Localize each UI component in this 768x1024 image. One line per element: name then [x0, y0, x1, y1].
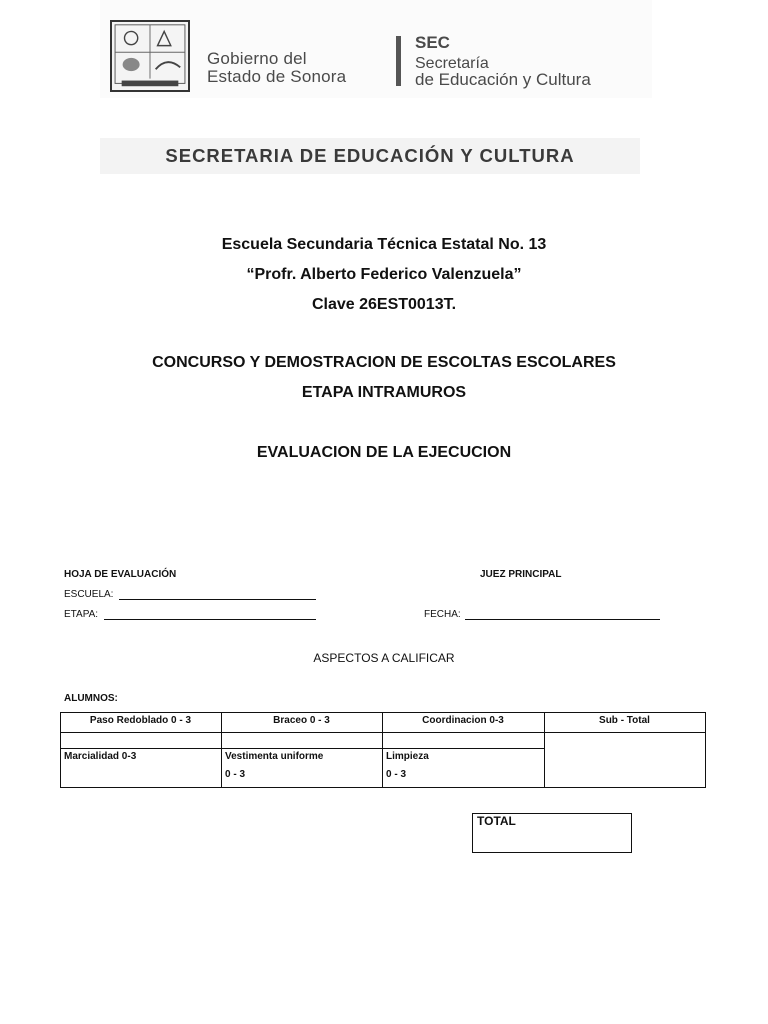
table-border-right	[705, 712, 706, 788]
table-rule	[60, 732, 706, 733]
table-header-cell: Paso Redoblado 0 - 3	[89, 715, 192, 726]
sec-abbreviation: SEC	[415, 33, 450, 52]
evaluation-table	[60, 712, 706, 788]
juez-principal-label: JUEZ PRINCIPAL	[480, 569, 562, 580]
fecha-field[interactable]	[465, 619, 660, 620]
etapa-field[interactable]	[104, 619, 316, 620]
gov-name-line2: Estado de Sonora	[207, 67, 347, 86]
table-rule	[60, 748, 544, 749]
sec-name-line1: Secretaría	[415, 55, 489, 72]
evaluation-title: EVALUACION DE LA EJECUCION	[256, 444, 512, 461]
table-border-bottom	[60, 787, 706, 788]
table-cell: Marcialidad 0-3	[64, 751, 137, 762]
escuela-label: ESCUELA:	[64, 589, 114, 600]
state-seal-icon	[110, 20, 190, 92]
etapa-label: ETAPA:	[64, 609, 99, 620]
secretaria-banner-text: SECRETARIA DE EDUCACIÓN Y CULTURA	[165, 145, 575, 166]
school-name: Escuela Secundaria Técnica Estatal No. 13	[221, 236, 547, 253]
fecha-label: FECHA:	[424, 609, 461, 620]
sec-name-line2: de Educación y Cultura	[415, 70, 591, 89]
table-header-cell: Sub - Total	[599, 715, 650, 726]
total-label: TOTAL	[477, 814, 516, 828]
alumnos-label: ALUMNOS:	[64, 693, 118, 704]
table-header-cell: Coordinacion 0-3	[422, 715, 504, 726]
hoja-evaluacion-label: HOJA DE EVALUACIÓN	[64, 569, 177, 580]
school-teacher-name: “Profr. Alberto Federico Valenzuela”	[246, 266, 522, 283]
table-cell: Vestimenta uniforme	[225, 751, 324, 762]
logo-divider	[396, 36, 401, 86]
contest-stage: ETAPA INTRAMUROS	[301, 384, 467, 401]
table-cell-scale: 0 - 3	[225, 769, 246, 780]
table-cell-scale: 0 - 3	[386, 769, 407, 780]
gov-name-line1: Gobierno del	[207, 49, 307, 68]
table-header-cell: Braceo 0 - 3	[273, 715, 330, 726]
school-clave: Clave 26EST0013T.	[311, 296, 457, 313]
contest-title: CONCURSO Y DEMOSTRACION DE ESCOLTAS ESCOLARES	[152, 354, 616, 371]
aspectos-heading: ASPECTOS A CALIFICAR	[313, 651, 455, 665]
table-border-top	[60, 712, 706, 713]
table-cell: Limpieza	[386, 751, 429, 762]
escuela-field[interactable]	[119, 599, 316, 600]
